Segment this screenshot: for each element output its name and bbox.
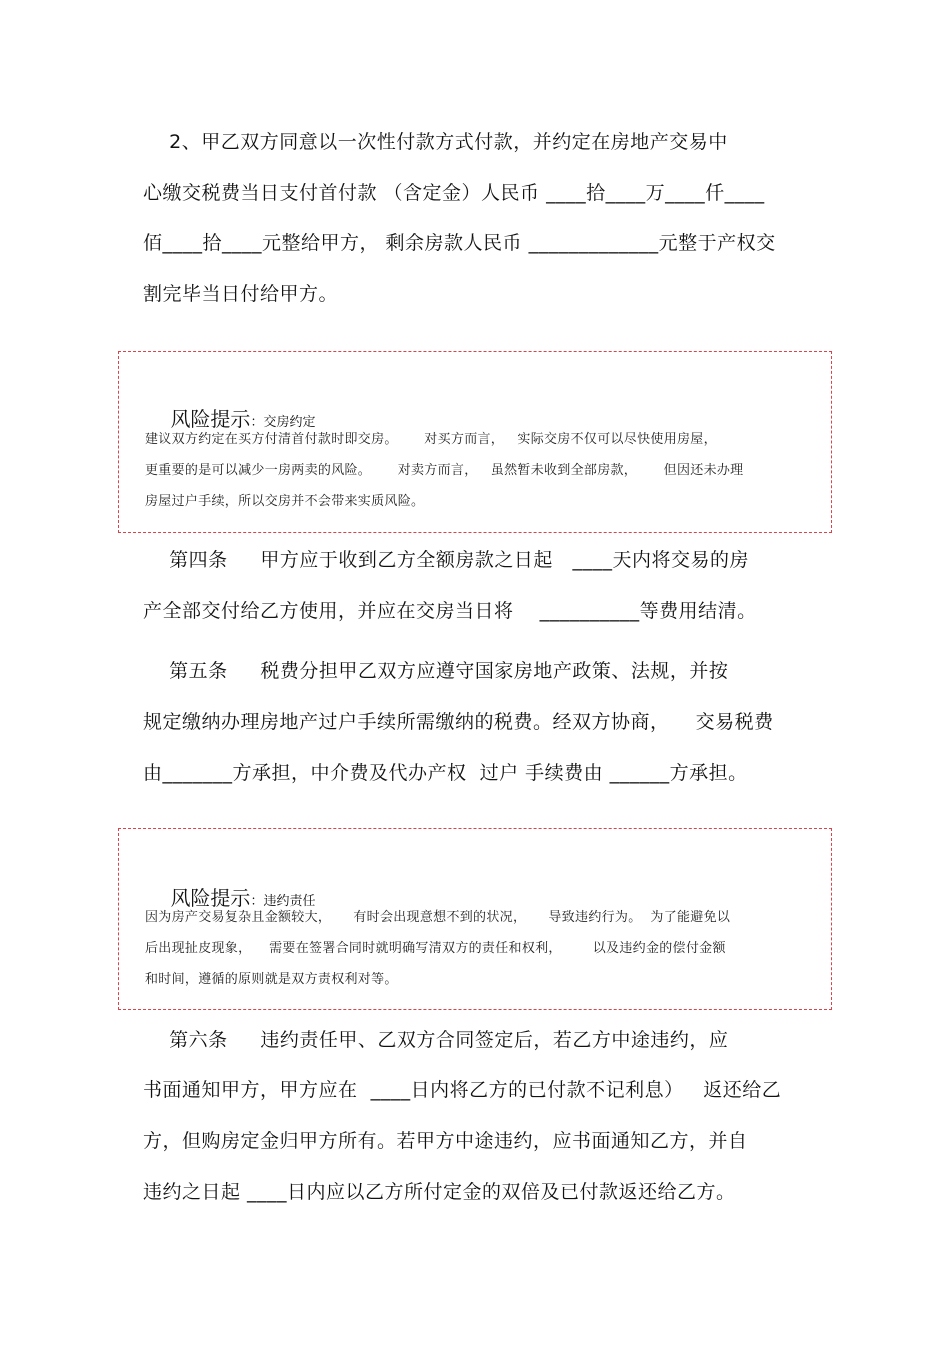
- risk-notice-subtitle: ：交房约定: [250, 415, 316, 430]
- paragraph-line: 心缴交税费当日支付首付款 （含定金）人民币 ____拾____万____仟____: [143, 182, 765, 204]
- paragraph-line: 割完毕当日付给甲方。: [143, 283, 339, 305]
- risk-notice-box-delivery: [118, 351, 832, 533]
- risk-notice-text: 建议双方约定在买方付清首付款时即交房。 对买方而言， 实际交房不仅可以尽快使用房屋，: [145, 432, 717, 447]
- paragraph-line: 第六条 违约责任甲、乙双方合同签定后，若乙方中途违约，应: [143, 1029, 729, 1051]
- risk-notice-text: 后出现扯皮现象， 需要在签署合同时就明确写清双方的责任和权利， 以及违约金的偿付金额: [145, 941, 726, 956]
- paragraph-line: 2、甲乙双方同意以一次性付款方式付款，并约定在房地产交易中: [143, 131, 728, 153]
- paragraph-line: 产全部交付给乙方使用，并应在交房当日将 __________等费用结清。: [143, 600, 757, 622]
- risk-notice-subtitle: ：违约责任: [250, 894, 316, 909]
- paragraph-line: 佰____拾____元整给甲方， 剩余房款人民币 _____________元整于产权交: [143, 232, 776, 254]
- risk-notice-text: 房屋过户手续，所以交房并不会带来实质风险。: [145, 494, 425, 509]
- risk-notice-heading: 风险提示: [170, 407, 251, 431]
- paragraph-line: 由_______方承担，中介费及代办产权 过户 手续费由 ______方承担。: [143, 762, 748, 784]
- risk-notice-text: 因为房产交易复杂且金额较大， 有时会出现意想不到的状况， 导致违约行为。 为了能避免以: [145, 910, 731, 925]
- paragraph-line: 方，但购房定金归甲方所有。若甲方中途违约，应书面通知乙方，并自: [143, 1130, 748, 1152]
- risk-notice-heading: 风险提示: [170, 886, 251, 910]
- paragraph-line: 第五条 税费分担甲乙双方应遵守国家房地产政策、法规，并按: [143, 660, 729, 682]
- risk-notice-text: 和时间，遵循的原则就是双方责权利对等。: [145, 972, 398, 987]
- paragraph-line: 规定缴纳办理房地产过户手续所需缴纳的税费。经双方协商， 交易税费: [143, 711, 774, 733]
- paragraph-line: 第四条 甲方应于收到乙方全额房款之日起 ____天内将交易的房: [143, 549, 749, 571]
- paragraph-line: 书面通知甲方，甲方应在 ____日内将乙方的已付款不记利息） 返还给乙: [143, 1079, 782, 1101]
- paragraph-line: 违约之日起 ____日内应以乙方所付定金的双倍及已付款返还给乙方。: [143, 1181, 736, 1203]
- risk-notice-text: 更重要的是可以减少一房两卖的风险。 对卖方而言， 虽然暂未收到全部房款， 但因还未办理: [145, 463, 744, 478]
- risk-notice-box-breach: [118, 828, 832, 1010]
